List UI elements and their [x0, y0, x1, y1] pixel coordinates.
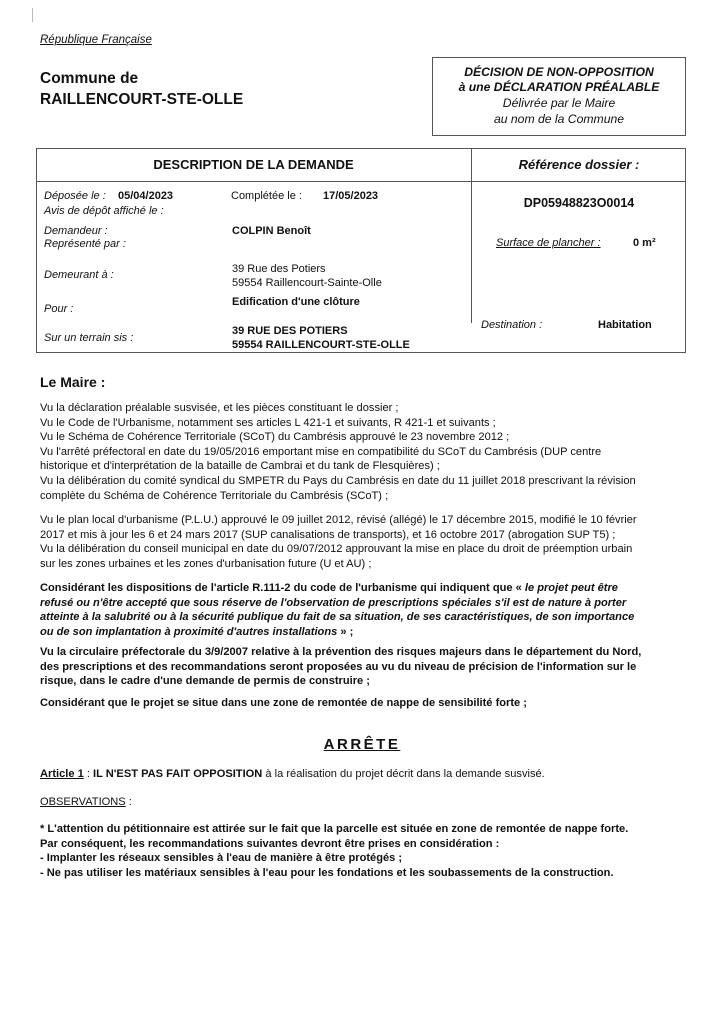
observations-separator: : — [125, 796, 132, 808]
decision-title-line1: DÉCISION DE NON-OPPOSITION — [464, 65, 654, 79]
observation-line: Par conséquent, les recommandations suivantes devront être prises en considération : — [40, 837, 500, 850]
represente-label: Représenté par : — [44, 238, 126, 250]
arrete-heading: ARRÊTE — [323, 736, 401, 753]
circulaire-line: risque, dans le cadre d'une demande de permis de construire ; — [40, 675, 371, 688]
demeurant-line2: 59554 Raillencourt-Sainte-Olle — [232, 277, 382, 289]
vu-line: Vu la déclaration préalable susvisée, et les pièces constituant le dossier ; — [40, 402, 399, 414]
vu-line: complète du Schéma de Cohérence Territoriale du Cambrésis (SCoT) ; — [40, 489, 389, 502]
vu-line: 2017 et mis à jour les 6 et 24 mars 2017 (SUP canalisations de transports), et 16 octobre 2017 (abrogation SUP T5) ; — [40, 528, 616, 541]
surface-value: 0 m² — [633, 237, 656, 249]
terrain-line1: 39 RUE DES POTIERS — [232, 325, 348, 337]
vu-line: Vu la délibération du comité syndical du SMPETR du Pays du Cambrésis en date du 11 juillet 2018 prescrivant la révision — [40, 474, 636, 487]
circulaire-line: Vu la circulaire préfectorale du 3/9/2007 relative à la prévention des risques majeurs dans le département du Nord, — [40, 646, 642, 658]
observations-label: OBSERVATIONS — [40, 796, 126, 808]
article-1-label: Article 1 — [40, 768, 84, 780]
vu-line: historique et d'interprétation de la bataille de Cambrai et du tank de Flesquières) ; — [40, 460, 440, 473]
deposee-label: Déposée le : — [44, 190, 106, 202]
pour-label: Pour : — [44, 303, 74, 315]
republique-francaise: République Française — [40, 34, 152, 46]
completee-value: 17/05/2023 — [323, 190, 379, 202]
deposee-value: 05/04/2023 — [118, 190, 174, 202]
reference-title: Référence dossier : — [518, 157, 640, 172]
destination-value: Habitation — [598, 319, 652, 331]
considerant-r111-2 — [40, 581, 634, 639]
vu-line: Vu la délibération du conseil municipal en date du 09/07/2012 approuvant la mise en place du droit de préemption urbain — [40, 543, 633, 556]
article-1-text: à la réalisation du projet décrit dans la demande susvisé. — [262, 768, 545, 780]
considerant-r111-intro: Considérant les dispositions de l'article R.111-2 du code de l'urbanisme qui indiquent que « — [40, 582, 525, 594]
decision-title-line2: à une DÉCLARATION PRÉALABLE — [458, 80, 660, 94]
vu-line: Vu l'arrêté préfectoral en date du 19/05/2016 emportant mise en compatibilité du SCoT du Cambrésis (DUP centre — [40, 445, 602, 458]
demande-title: DESCRIPTION DE LA DEMANDE — [153, 157, 354, 172]
avis-label: Avis de dépôt affiché le : — [44, 205, 164, 217]
decision-subtitle-line1: Délivrée par le Maire — [502, 96, 616, 110]
demeurant-line1: 39 Rue des Potiers — [232, 263, 326, 275]
considerant-r111-quote-start: le projet peut être — [524, 582, 618, 594]
article-1-decision: IL N'EST PAS FAIT OPPOSITION — [93, 768, 263, 780]
observation-line: - Implanter les réseaux sensibles à l'eau de manière à être protégés ; — [40, 852, 403, 865]
commune-line2: RAILLENCOURT-STE-OLLE — [40, 91, 244, 108]
commune-line1: Commune de — [40, 70, 139, 87]
pour-value: Edification d'une clôture — [232, 296, 360, 308]
commune-name — [40, 68, 243, 110]
scan-mark — [32, 8, 33, 22]
considerant-r111-quote-line: atteinte à la salubrité ou à la sécurité publique du fait de sa situation, de ses caractéristiques, de son importance — [40, 611, 635, 624]
circulaire-block — [40, 645, 641, 689]
destination-label: Destination : — [481, 319, 543, 331]
circulaire-line: des prescriptions et des recommandations seront proposées au vu du niveau de précision de l'information sur le — [40, 660, 637, 673]
article-1-separator: : — [83, 768, 94, 780]
table-divider-vertical — [471, 148, 472, 323]
demandeur-label: Demandeur : — [44, 225, 108, 237]
observations-block — [40, 822, 628, 880]
completee-label: Complétée le : — [231, 190, 302, 202]
considerant-r111-end: » ; — [337, 625, 354, 638]
article-1 — [40, 767, 545, 782]
reference-value: DP05948823O0014 — [523, 196, 635, 210]
demeurant-label: Demeurant à : — [44, 269, 114, 281]
vu-line: sur les zones urbaines et les zones d'urbanisation future (U et AU) ; — [40, 557, 372, 570]
demande-table — [36, 148, 686, 353]
terrain-label: Sur un terrain sis : — [44, 332, 134, 344]
vu-line: Vu le Schéma de Cohérence Territoriale (SCoT) du Cambrésis approuvé le 23 novembre 2012 ; — [40, 431, 510, 444]
observations-heading — [40, 795, 132, 810]
considerant-nappe: Considérant que le projet se situe dans une zone de remontée de nappe de sensibilité forte ; — [40, 697, 527, 709]
surface-label: Surface de plancher : — [496, 237, 601, 249]
vu-line: Vu le plan local d'urbanisme (P.L.U.) approuvé le 09 juillet 2012, révisé (allégé) le 17 décembre 2015, modifié le 10 février — [40, 514, 637, 526]
observation-line: - Ne pas utiliser les matériaux sensibles à l'eau pour les fondations et les soubassements de la construction. — [40, 866, 614, 879]
table-divider-horizontal — [36, 181, 686, 182]
vu-block-2 — [40, 513, 637, 571]
demandeur-value: COLPIN Benoît — [232, 225, 311, 237]
observation-line: * L'attention du pétitionnaire est attirée sur le fait que la parcelle est située en zone de remontée de nappe forte. — [40, 823, 629, 835]
considerant-r111-quote-line: ou de son implantation à proximité d'autres installations — [40, 625, 338, 638]
le-maire-heading: Le Maire : — [40, 374, 106, 390]
terrain-line2: 59554 RAILLENCOURT-STE-OLLE — [232, 339, 410, 351]
decision-box — [432, 57, 686, 136]
vu-block-1 — [40, 401, 636, 503]
vu-line: Vu le Code de l'Urbanisme, notamment ses articles L 421-1 et suivants, R 421-1 et suivants ; — [40, 416, 496, 429]
considerant-r111-quote-line: refusé ou n'être accepté que sous réserve de l'observation de prescriptions spéciales s'il est de nature à porter — [40, 596, 627, 609]
decision-subtitle-line2: au nom de la Commune — [493, 112, 625, 126]
